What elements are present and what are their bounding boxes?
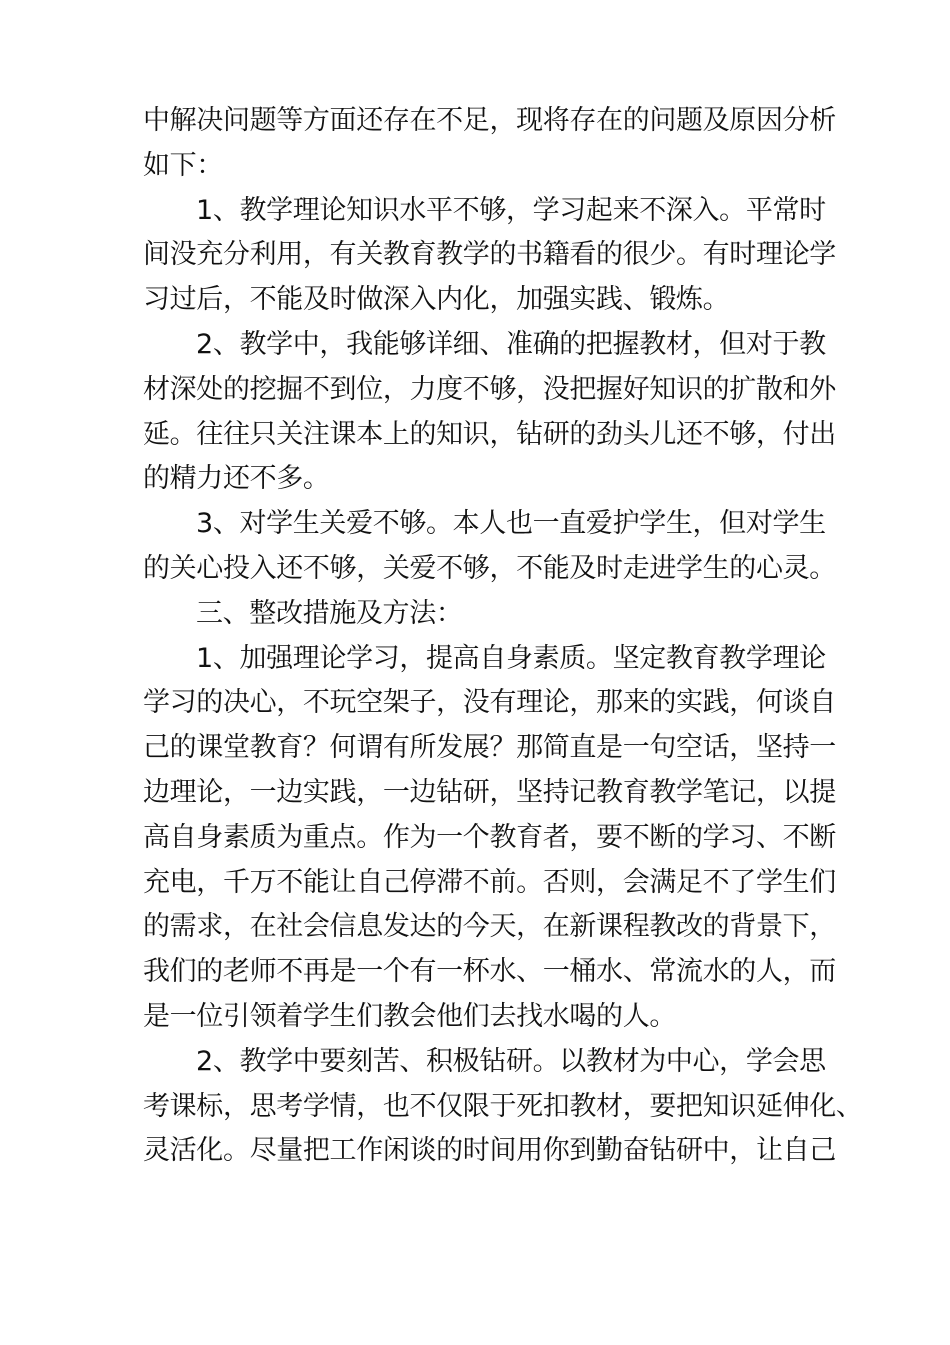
text-line: 高自身素质为重点。作为一个教育者，要不断的学习、不断 bbox=[143, 821, 836, 853]
text-line: 学习的决心，不玩空架子，没有理论，那来的实践，何谈自 bbox=[143, 687, 836, 719]
text-line: 习过后，不能及时做深入内化，加强实践、锻炼。 bbox=[143, 284, 730, 316]
text-line: 我们的老师不再是一个有一杯水、一桶水、常流水的人，而 bbox=[143, 956, 836, 988]
text-line: 2、教学中，我能够详细、准确的把握教材，但对于教 bbox=[196, 328, 826, 360]
text-line: 1、加强理论学习，提高自身素质。坚定教育教学理论 bbox=[196, 642, 826, 674]
text-line: 三、整改措施及方法： bbox=[196, 597, 463, 629]
text-line: 的精力还不多。 bbox=[143, 463, 330, 495]
text-line: 是一位引领着学生们教会他们去找水喝的人。 bbox=[143, 1000, 676, 1032]
text-line: 灵活化。尽量把工作闲谈的时间用你到勤奋钻研中，让自己 bbox=[143, 1135, 836, 1167]
text-line: 间没充分利用，有关教育教学的书籍看的很少。有时理论学 bbox=[143, 239, 836, 271]
text-line: 中解决问题等方面还存在不足，现将存在的问题及原因分析 bbox=[143, 105, 836, 136]
text-line: 考课标，思考学情，也不仅限于死扣教材，要把知识延伸化、 bbox=[143, 1090, 863, 1122]
text-line: 的需求，在社会信息发达的今天，在新课程教改的背景下， bbox=[143, 911, 836, 943]
text-line: 己的课堂教育？何谓有所发展？那简直是一句空话，坚持一 bbox=[143, 732, 836, 764]
text-line: 充电，千万不能让自己停滞不前。否则，会满足不了学生们 bbox=[143, 866, 836, 898]
text-line: 2、教学中要刻苦、积极钻研。以教材为中心，学会思 bbox=[196, 1045, 826, 1077]
text-line: 延。往往只关注课本上的知识，钻研的劲头儿还不够，付出 bbox=[143, 418, 836, 450]
document-body bbox=[143, 99, 863, 1174]
text-line: 如下： bbox=[143, 149, 223, 181]
text-line: 的关心投入还不够，关爱不够，不能及时走进学生的心灵。 bbox=[143, 552, 836, 584]
text-line: 边理论，一边实践，一边钻研，坚持记教育教学笔记，以提 bbox=[143, 776, 836, 808]
text-line: 1、教学理论知识水平不够，学习起来不深入。平常时 bbox=[196, 194, 826, 226]
text-line: 材深处的挖掘不到位，力度不够，没把握好知识的扩散和外 bbox=[143, 373, 836, 405]
text-line: 3、对学生关爱不够。本人也一直爱护学生，但对学生 bbox=[196, 508, 826, 540]
